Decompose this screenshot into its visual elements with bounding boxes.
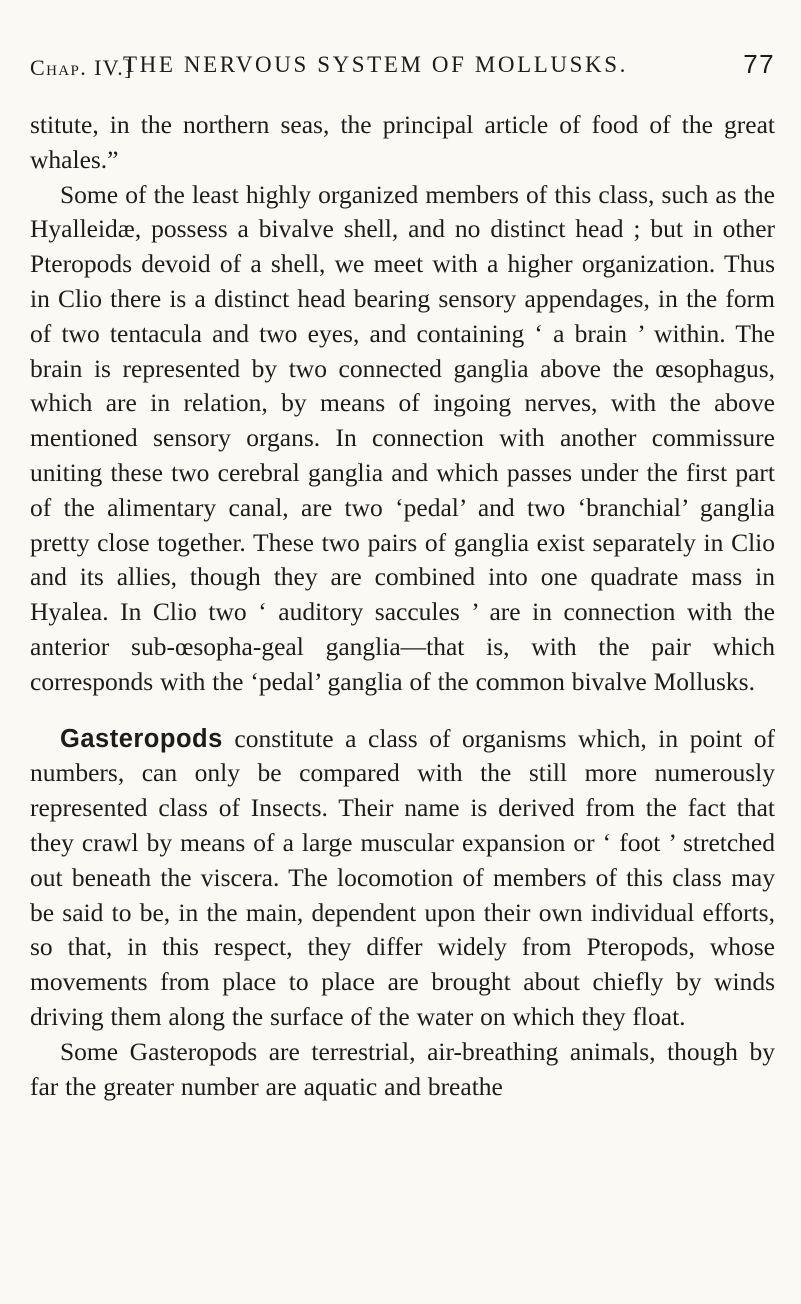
paragraph-text: constitute a class of organisms which, in point of numbers, can only be compared with the still more numerously represented class of Insects. Their name is derived from the fact that they crawl by means of a large muscular expansion or ‘ foot ’ stretched out beneath the viscera. The locomotion of members of this class may be said to be, in the main, dependent upon their own individual efforts, so that, in this respect, they differ widely from Pteropods, whose movements from place to place are brought about chiefly by winds driving them along the surface of the water on which they float. bbox=[30, 723, 775, 1031]
paragraph-text: Some Gasteropods are terrestrial, air-breathing animals, though by far the greater number are aquatic and breathe bbox=[30, 1036, 775, 1101]
running-title: THE NERVOUS SYSTEM OF MOLLUSKS. bbox=[123, 52, 628, 77]
running-head bbox=[30, 49, 775, 83]
page-number: 77 bbox=[743, 49, 775, 79]
paragraph-terrestrial bbox=[30, 1035, 775, 1105]
paragraph-text: stitute, in the northern seas, the principal article of food of the great whales.” bbox=[30, 110, 775, 174]
paragraph-text: Some of the least highly organized members of this class, such as the Hyalleidæ, possess a bivalve shell, and no distinct head ; but in other Pteropods devoid of a shell, we meet with a higher organization. Thus in Clio there is a distinct head bearing sensory appendages, in the form of two tentacula and two eyes, and containing ‘ a brain ’ within. The brain is represented by two connected ganglia above the œsophagus, which are in relation, by means of ingoing nerves, with the above mentioned sensory organs. In connection with another commissure uniting these two cerebral ganglia and which passes under the first part of the alimentary canal, are two ‘pedal’ and two ‘branchial’ ganglia pretty close together. These two pairs of ganglia exist separately in Clio and its allies, though they are combined into one quadrate mass in Hyalea. In Clio two ‘ auditory saccules ’ are in connection with the anterior sub-œsopha-geal ganglia—that is, with the pair which corresponds with the ‘pedal’ ganglia of the common bivalve Mollusks. bbox=[30, 179, 775, 696]
paragraph-gasteropods bbox=[30, 722, 775, 1035]
paragraph-pteropods bbox=[30, 178, 775, 700]
section-lead-word: Gasteropods bbox=[60, 724, 223, 753]
chapter-label: Chap. IV.] bbox=[30, 55, 133, 80]
body-text bbox=[30, 108, 775, 1104]
paragraph-continuation bbox=[30, 108, 775, 178]
